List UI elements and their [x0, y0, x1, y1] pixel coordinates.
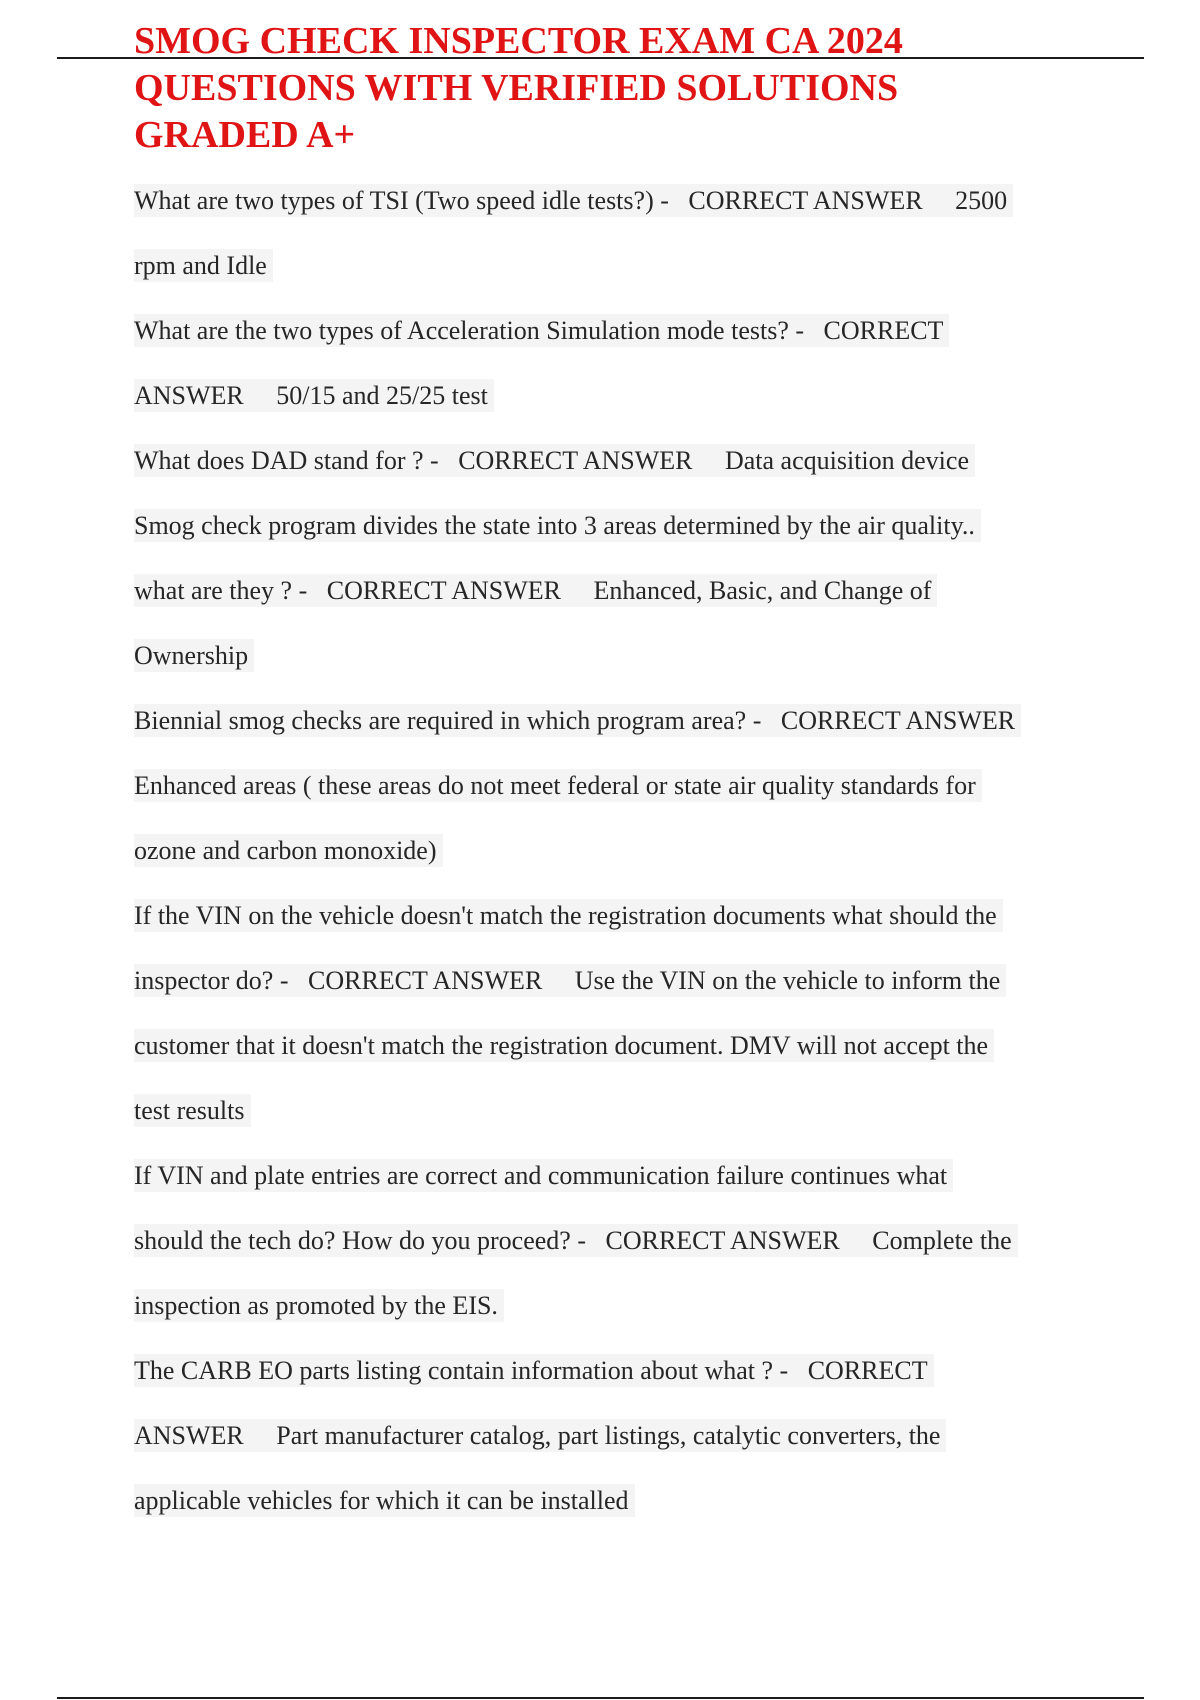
text-line: What are two types of TSI (Two speed idle tests?) - CORRECT ANSWER 2500: [134, 168, 1144, 233]
text-line: applicable vehicles for which it can be installed: [134, 1468, 1144, 1533]
title-line-2: QUESTIONS WITH VERIFIED SOLUTIONS: [134, 67, 899, 109]
text-line: Ownership: [134, 623, 1144, 688]
text-line: should the tech do? How do you proceed? - CORRECT ANSWER Complete the: [134, 1208, 1144, 1273]
text-line: test results: [134, 1078, 1144, 1143]
document-title: [134, 18, 1144, 159]
text-line: If VIN and plate entries are correct and communication failure continues what: [134, 1143, 1144, 1208]
text-line: ozone and carbon monoxide): [134, 818, 1144, 883]
text-line: What does DAD stand for ? - CORRECT ANSWER Data acquisition device: [134, 428, 1144, 493]
footer-rule: [57, 1697, 1144, 1699]
question-answer-list: [134, 168, 1144, 1533]
text-line: inspection as promoted by the EIS.: [134, 1273, 1144, 1338]
text-line: If the VIN on the vehicle doesn't match the registration documents what should the: [134, 883, 1144, 948]
text-line: The CARB EO parts listing contain information about what ? - CORRECT: [134, 1338, 1144, 1403]
text-line: What are the two types of Acceleration Simulation mode tests? - CORRECT: [134, 298, 1144, 363]
text-line: what are they ? - CORRECT ANSWER Enhanced, Basic, and Change of: [134, 558, 1144, 623]
title-line-1: SMOG CHECK INSPECTOR EXAM CA 2024: [134, 20, 903, 62]
text-line: Smog check program divides the state into 3 areas determined by the air quality..: [134, 493, 1144, 558]
text-line: inspector do? - CORRECT ANSWER Use the VIN on the vehicle to inform the: [134, 948, 1144, 1013]
text-line: Biennial smog checks are required in which program area? - CORRECT ANSWER: [134, 688, 1144, 753]
text-line: ANSWER Part manufacturer catalog, part listings, catalytic converters, the: [134, 1403, 1144, 1468]
text-line: customer that it doesn't match the registration document. DMV will not accept the: [134, 1013, 1144, 1078]
text-line: Enhanced areas ( these areas do not meet federal or state air quality standards for: [134, 753, 1144, 818]
title-line-3: GRADED A+: [134, 114, 356, 156]
text-line: rpm and Idle: [134, 233, 1144, 298]
text-line: ANSWER 50/15 and 25/25 test: [134, 363, 1144, 428]
